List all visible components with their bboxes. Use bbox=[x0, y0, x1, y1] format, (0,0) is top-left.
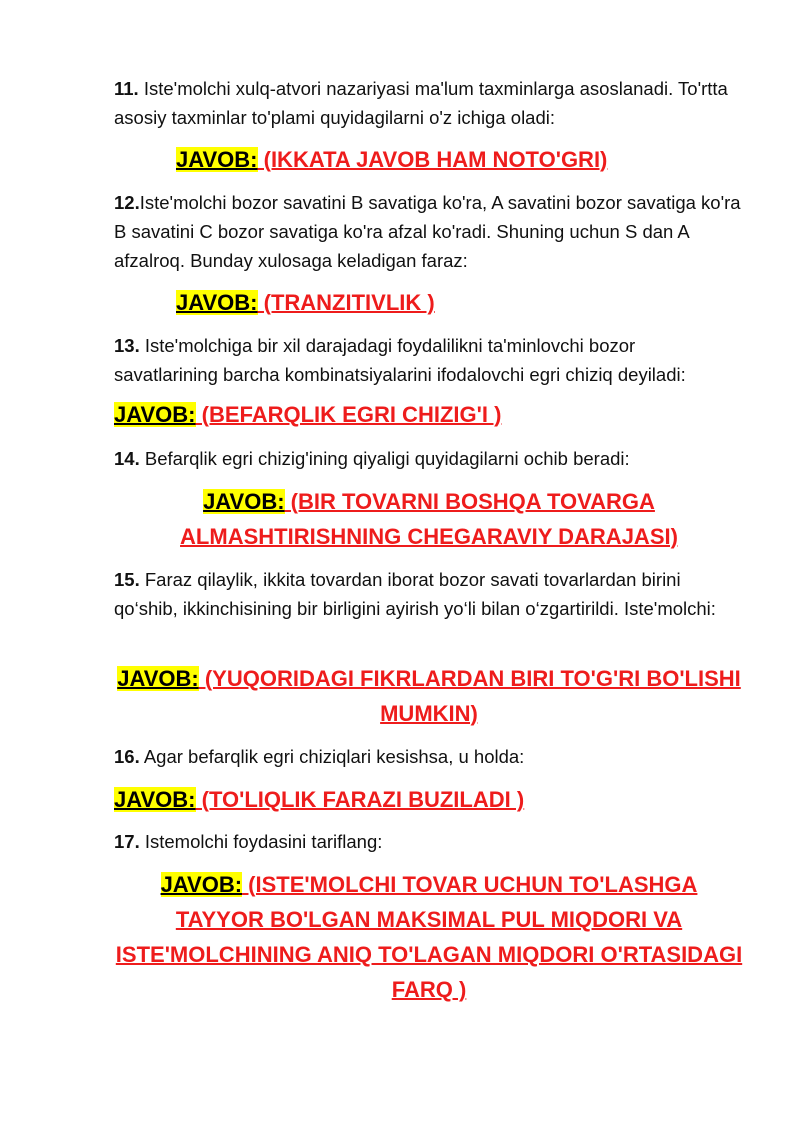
question-text: Iste'molchi bozor savatini B savatiga ko'ra, A savatini bozor savatiga ko'ra B savatini C bozor savatiga ko'ra afzal ko'radi. Shuning uchun S dan A afzalroq. Bunday xulosaga keladigan faraz: bbox=[114, 192, 741, 271]
answer-17 bbox=[114, 867, 744, 1007]
question-number: 17. bbox=[114, 831, 140, 852]
question-number: 13. bbox=[114, 335, 140, 356]
answer-label: JAVOB: bbox=[117, 666, 199, 691]
question-text: Faraz qilaylik, ikkita tovardan iborat bozor savati tovarlardan birini qo‘shib, ikkinchisining bir birligini ayirish yo‘li bilan o‘zgartirildi. Iste'molchi: bbox=[114, 569, 716, 619]
question-number: 16. bbox=[114, 746, 140, 767]
question-15 bbox=[114, 565, 744, 623]
question-text: Istemolchi foydasini tariflang: bbox=[139, 831, 383, 852]
question-number: 12. bbox=[114, 192, 140, 213]
question-number: 11. bbox=[114, 78, 139, 99]
answer-label: JAVOB: bbox=[176, 147, 258, 172]
answer-text: (BIR TOVARNI BOSHQA TOVARGA ALMASHTIRISHNING CHEGARAVIY DARAJASI) bbox=[180, 489, 678, 549]
answer-16 bbox=[114, 782, 524, 817]
question-13 bbox=[114, 331, 744, 389]
question-text: Iste'molchiga bir xil darajadagi foydalilikni ta'minlovchi bozor savatlarining barcha kombinatsiyalarini ifodalovchi egri chiziq deyiladi: bbox=[114, 335, 686, 385]
answer-label: JAVOB: bbox=[203, 489, 285, 514]
answer-label: JAVOB: bbox=[114, 402, 196, 427]
question-text: Iste'molchi xulq-atvori nazariyasi ma'lum taxminlarga asoslanadi. To'rtta asosiy taxminlar to'plami quyidagilarni o'z ichiga oladi: bbox=[114, 78, 728, 128]
answer-12 bbox=[176, 285, 435, 320]
question-number: 14. bbox=[114, 448, 140, 469]
answer-label: JAVOB: bbox=[160, 872, 243, 897]
answer-11 bbox=[176, 142, 607, 177]
answer-text: (ISTE'MOLCHI TOVAR UCHUN TO'LASHGA TAYYOR BO'LGAN MAKSIMAL PUL MIQDORI VA ISTE'MOLCHINING ANIQ TO'LAGAN MIQDORI O'RTASIDAGI FARQ ) bbox=[115, 872, 743, 1002]
answer-15 bbox=[114, 661, 744, 731]
question-11 bbox=[114, 74, 744, 132]
answer-13 bbox=[114, 397, 501, 432]
answer-text: (YUQORIDAGI FIKRLARDAN BIRI TO'G'RI BO'LISHI MUMKIN) bbox=[198, 666, 741, 726]
question-text: Befarqlik egri chizig'ining qiyaligi quyidagilarni ochib beradi: bbox=[139, 448, 630, 469]
question-14 bbox=[114, 444, 744, 473]
answer-label: JAVOB: bbox=[114, 787, 196, 812]
answer-text: (TRANZITIVLIK ) bbox=[257, 290, 435, 315]
answer-14 bbox=[114, 484, 744, 554]
question-12 bbox=[114, 188, 744, 275]
answer-text: (IKKATA JAVOB HAM NOTO'GRI) bbox=[257, 147, 608, 172]
answer-text: (BEFARQLIK EGRI CHIZIG'I ) bbox=[195, 402, 502, 427]
question-16 bbox=[114, 742, 744, 771]
question-17 bbox=[114, 827, 744, 856]
question-text: Agar befarqlik egri chiziqlari kesishsa, u holda: bbox=[139, 746, 525, 767]
question-number: 15. bbox=[114, 569, 140, 590]
answer-text: (TO'LIQLIK FARAZI BUZILADI ) bbox=[195, 787, 525, 812]
answer-label: JAVOB: bbox=[176, 290, 258, 315]
